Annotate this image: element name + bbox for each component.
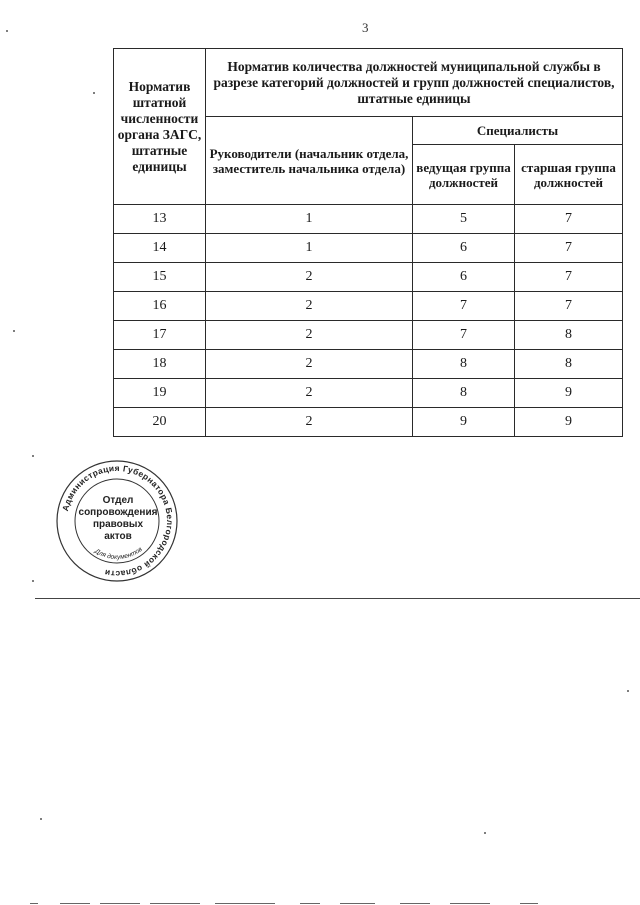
header-staff-norm: Норматив штатной численности органа ЗАГС, штатные единицы <box>114 49 206 205</box>
cell-senior: 9 <box>515 379 623 408</box>
cell-leading: 8 <box>413 379 515 408</box>
cell-senior: 7 <box>515 205 623 234</box>
stamp-ring-text: Администрация Губернатора Белгородской области <box>60 462 176 580</box>
scan-mark <box>340 903 375 904</box>
cell-senior: 7 <box>515 292 623 321</box>
cell-leading: 8 <box>413 350 515 379</box>
cell-staff-norm: 19 <box>114 379 206 408</box>
stamp-line-3: правовых <box>92 519 144 530</box>
cell-managers: 2 <box>206 350 413 379</box>
scan-mark <box>450 903 490 904</box>
cell-senior: 7 <box>515 263 623 292</box>
scan-speck <box>32 455 34 457</box>
scan-mark <box>300 903 320 904</box>
cell-staff-norm: 20 <box>114 408 206 437</box>
header-positions-norm: Норматив количества должностей муниципальной службы в разрезе категорий должностей и групп должностей специалистов, штатные единицы <box>206 49 623 117</box>
scan-mark <box>520 903 538 904</box>
cell-senior: 8 <box>515 350 623 379</box>
header-specialists: Специалисты <box>413 117 623 145</box>
table-row <box>114 205 623 234</box>
table-row <box>114 292 623 321</box>
cell-managers: 2 <box>206 379 413 408</box>
stamp-line-4: актов <box>104 531 132 542</box>
cell-staff-norm: 16 <box>114 292 206 321</box>
scan-speck <box>93 92 95 94</box>
scan-speck <box>6 30 8 32</box>
page-number: 3 <box>362 20 369 35</box>
cell-leading: 6 <box>413 263 515 292</box>
horizontal-rule <box>35 598 640 599</box>
cell-senior: 7 <box>515 234 623 263</box>
cell-managers: 2 <box>206 321 413 350</box>
cell-leading: 9 <box>413 408 515 437</box>
cell-managers: 2 <box>206 263 413 292</box>
cell-staff-norm: 18 <box>114 350 206 379</box>
table-row <box>114 321 623 350</box>
table-row <box>114 234 623 263</box>
cell-leading: 7 <box>413 321 515 350</box>
scan-speck <box>32 580 34 582</box>
cell-leading: 6 <box>413 234 515 263</box>
scan-speck <box>40 818 42 820</box>
stamp-line-2: сопровождения <box>78 507 158 518</box>
cell-managers: 2 <box>206 408 413 437</box>
scan-speck <box>13 330 15 332</box>
table-row <box>114 379 623 408</box>
cell-managers: 2 <box>206 292 413 321</box>
table-row <box>114 408 623 437</box>
scan-mark <box>150 903 200 904</box>
cell-staff-norm: 15 <box>114 263 206 292</box>
stamp-line-1: Отдел <box>102 495 134 506</box>
stamp-bottom-text: Для документов <box>93 545 144 562</box>
header-managers: Руководители (начальник отдела, заместитель начальника отдела) <box>206 117 413 205</box>
scan-mark <box>60 903 90 904</box>
cell-staff-norm: 14 <box>114 234 206 263</box>
scan-speck <box>627 690 629 692</box>
cell-senior: 9 <box>515 408 623 437</box>
table-body <box>114 205 623 437</box>
cell-managers: 1 <box>206 205 413 234</box>
table-row <box>114 263 623 292</box>
cell-managers: 1 <box>206 234 413 263</box>
cell-leading: 5 <box>413 205 515 234</box>
stamp-center-text <box>78 495 158 543</box>
scan-speck <box>484 832 486 834</box>
cell-staff-norm: 13 <box>114 205 206 234</box>
scan-mark <box>215 903 275 904</box>
scan-mark <box>100 903 140 904</box>
header-leading-group: ведущая группа должностей <box>413 145 515 205</box>
table-row <box>114 350 623 379</box>
cell-leading: 7 <box>413 292 515 321</box>
scan-mark <box>400 903 430 904</box>
header-senior-group: старшая группа должностей <box>515 145 623 205</box>
staffing-norms-table <box>113 48 623 437</box>
cell-senior: 8 <box>515 321 623 350</box>
scan-mark <box>30 903 38 904</box>
cell-staff-norm: 17 <box>114 321 206 350</box>
